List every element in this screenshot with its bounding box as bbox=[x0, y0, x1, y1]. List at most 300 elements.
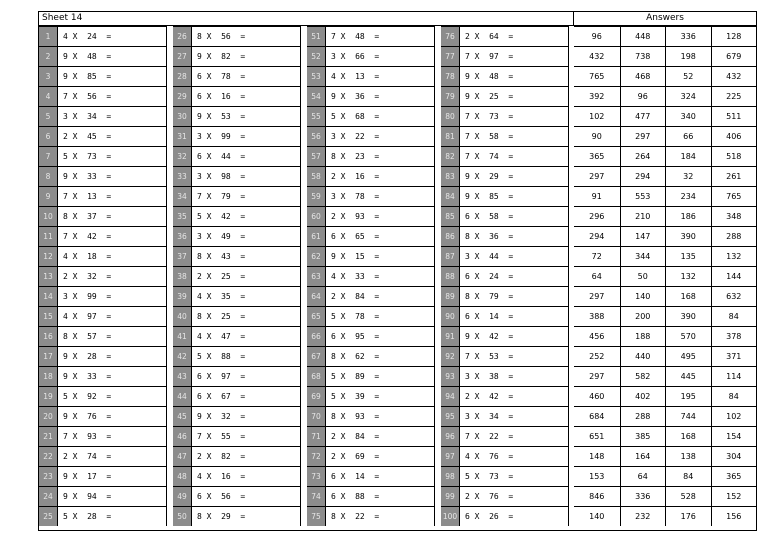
problem-row bbox=[307, 426, 435, 446]
problem-expression: 4 X 24 = bbox=[57, 27, 167, 46]
problem-row bbox=[307, 486, 435, 506]
problem-number: 34 bbox=[173, 187, 191, 206]
answer-cell: 96 bbox=[591, 32, 602, 41]
problems-grid bbox=[38, 26, 574, 531]
problem-expression: 3 X 99 = bbox=[191, 127, 301, 146]
problem-expression: 8 X 22 = bbox=[325, 507, 435, 526]
answer-cell: 553 bbox=[620, 187, 666, 206]
answer-cell: 72 bbox=[591, 252, 602, 261]
problem-expression: 6 X 95 = bbox=[325, 327, 435, 346]
answer-row bbox=[574, 186, 756, 206]
problem-number: 10 bbox=[39, 207, 57, 226]
problem-expression: 9 X 48 = bbox=[459, 67, 569, 86]
problem-number: 67 bbox=[307, 347, 325, 366]
answer-cell: 456 bbox=[589, 332, 605, 341]
problem-expression: 7 X 53 = bbox=[459, 347, 569, 366]
answer-cell: 477 bbox=[620, 107, 666, 126]
problem-expression: 3 X 34 = bbox=[459, 407, 569, 426]
answer-cell: 406 bbox=[711, 127, 757, 146]
problem-expression: 5 X 68 = bbox=[325, 107, 435, 126]
problem-number: 38 bbox=[173, 267, 191, 286]
answer-cell: 132 bbox=[711, 247, 757, 266]
answer-row bbox=[574, 206, 756, 226]
problem-row bbox=[173, 106, 301, 126]
problem-row bbox=[441, 226, 569, 246]
problem-number: 35 bbox=[173, 207, 191, 226]
answer-cell: 198 bbox=[665, 47, 711, 66]
problem-row bbox=[441, 206, 569, 226]
problem-number: 59 bbox=[307, 187, 325, 206]
problem-number: 91 bbox=[441, 327, 459, 346]
problem-number: 79 bbox=[441, 87, 459, 106]
problem-number: 44 bbox=[173, 387, 191, 406]
problem-row bbox=[441, 146, 569, 166]
problem-number: 8 bbox=[39, 167, 57, 186]
problem-number: 94 bbox=[441, 387, 459, 406]
problem-row bbox=[39, 126, 167, 146]
problem-expression: 6 X 67 = bbox=[191, 387, 301, 406]
problem-row bbox=[441, 106, 569, 126]
answer-cell: 288 bbox=[620, 407, 666, 426]
problem-row bbox=[307, 106, 435, 126]
problem-expression: 3 X 99 = bbox=[57, 287, 167, 306]
problem-expression: 2 X 64 = bbox=[459, 27, 569, 46]
problem-number: 90 bbox=[441, 307, 459, 326]
problem-number: 70 bbox=[307, 407, 325, 426]
problem-expression: 6 X 44 = bbox=[191, 147, 301, 166]
problem-number: 81 bbox=[441, 127, 459, 146]
problem-row bbox=[39, 506, 167, 526]
problem-number: 85 bbox=[441, 207, 459, 226]
problem-row bbox=[307, 246, 435, 266]
problem-row bbox=[173, 26, 301, 46]
answer-cell: 84 bbox=[665, 467, 711, 486]
problem-expression: 8 X 25 = bbox=[191, 307, 301, 326]
problem-row bbox=[173, 446, 301, 466]
problem-expression: 7 X 13 = bbox=[57, 187, 167, 206]
problem-row bbox=[441, 126, 569, 146]
answer-row bbox=[574, 346, 756, 366]
problem-expression: 9 X 48 = bbox=[57, 47, 167, 66]
problem-expression: 3 X 66 = bbox=[325, 47, 435, 66]
problem-number: 60 bbox=[307, 207, 325, 226]
problem-row bbox=[173, 246, 301, 266]
problem-expression: 4 X 35 = bbox=[191, 287, 301, 306]
problem-row bbox=[441, 86, 569, 106]
problem-expression: 6 X 56 = bbox=[191, 487, 301, 506]
problem-row bbox=[39, 406, 167, 426]
problem-row bbox=[173, 466, 301, 486]
problem-row bbox=[441, 326, 569, 346]
problem-expression: 9 X 94 = bbox=[57, 487, 167, 506]
problem-expression: 7 X 79 = bbox=[191, 187, 301, 206]
problem-number: 71 bbox=[307, 427, 325, 446]
answer-cell: 468 bbox=[620, 67, 666, 86]
problem-number: 92 bbox=[441, 347, 459, 366]
problem-number: 3 bbox=[39, 67, 57, 86]
answer-cell: 297 bbox=[589, 372, 605, 381]
problem-expression: 9 X 17 = bbox=[57, 467, 167, 486]
problem-row bbox=[307, 466, 435, 486]
problem-number: 68 bbox=[307, 367, 325, 386]
answer-cell: 184 bbox=[665, 147, 711, 166]
problem-row bbox=[173, 126, 301, 146]
problem-row bbox=[441, 366, 569, 386]
answer-cell: 195 bbox=[665, 387, 711, 406]
problem-expression: 7 X 74 = bbox=[459, 147, 569, 166]
problem-expression: 5 X 73 = bbox=[57, 147, 167, 166]
problem-number: 4 bbox=[39, 87, 57, 106]
answer-row bbox=[574, 466, 756, 486]
problem-number: 58 bbox=[307, 167, 325, 186]
problem-expression: 7 X 73 = bbox=[459, 107, 569, 126]
problem-row bbox=[173, 46, 301, 66]
answer-cell: 168 bbox=[665, 287, 711, 306]
answer-cell: 135 bbox=[665, 247, 711, 266]
problem-number: 37 bbox=[173, 247, 191, 266]
answer-cell: 495 bbox=[665, 347, 711, 366]
answer-cell: 64 bbox=[620, 467, 666, 486]
problem-row bbox=[39, 326, 167, 346]
problem-row bbox=[307, 206, 435, 226]
problem-number: 7 bbox=[39, 147, 57, 166]
answer-cell: 324 bbox=[665, 87, 711, 106]
answer-cell: 140 bbox=[589, 512, 605, 521]
problem-expression: 4 X 76 = bbox=[459, 447, 569, 466]
problem-expression: 4 X 13 = bbox=[325, 67, 435, 86]
answer-cell: 148 bbox=[589, 452, 605, 461]
problem-row bbox=[441, 386, 569, 406]
answer-cell: 528 bbox=[665, 487, 711, 506]
problem-expression: 2 X 76 = bbox=[459, 487, 569, 506]
problem-number: 66 bbox=[307, 327, 325, 346]
problem-expression: 6 X 26 = bbox=[459, 507, 569, 526]
problem-number: 95 bbox=[441, 407, 459, 426]
problem-number: 39 bbox=[173, 287, 191, 306]
answer-cell: 176 bbox=[665, 507, 711, 526]
problem-expression: 7 X 97 = bbox=[459, 47, 569, 66]
problem-row bbox=[307, 26, 435, 46]
problem-row bbox=[39, 366, 167, 386]
problem-expression: 5 X 88 = bbox=[191, 347, 301, 366]
answer-cell: 390 bbox=[665, 307, 711, 326]
problem-number: 87 bbox=[441, 247, 459, 266]
problem-row bbox=[173, 86, 301, 106]
problem-number: 26 bbox=[173, 27, 191, 46]
answer-cell: 132 bbox=[665, 267, 711, 286]
problem-number: 54 bbox=[307, 87, 325, 106]
answer-cell: 294 bbox=[620, 167, 666, 186]
problem-row bbox=[307, 286, 435, 306]
answer-cell: 765 bbox=[589, 72, 605, 81]
answer-cell: 252 bbox=[589, 352, 605, 361]
answer-cell: 140 bbox=[620, 287, 666, 306]
problem-expression: 6 X 14 = bbox=[459, 307, 569, 326]
answer-row bbox=[574, 46, 756, 66]
problem-number: 17 bbox=[39, 347, 57, 366]
answer-cell: 440 bbox=[620, 347, 666, 366]
problem-number: 29 bbox=[173, 87, 191, 106]
problem-row bbox=[307, 146, 435, 166]
problem-row bbox=[441, 26, 569, 46]
answer-cell: 679 bbox=[711, 47, 757, 66]
problem-expression: 9 X 85 = bbox=[57, 67, 167, 86]
problem-number: 27 bbox=[173, 47, 191, 66]
problem-expression: 8 X 93 = bbox=[325, 407, 435, 426]
problem-expression: 2 X 69 = bbox=[325, 447, 435, 466]
problem-expression: 7 X 55 = bbox=[191, 427, 301, 446]
problem-number: 41 bbox=[173, 327, 191, 346]
problem-number: 46 bbox=[173, 427, 191, 446]
problem-number: 31 bbox=[173, 127, 191, 146]
problem-row bbox=[441, 186, 569, 206]
answer-cell: 336 bbox=[665, 27, 711, 46]
problem-row bbox=[173, 186, 301, 206]
problem-number: 83 bbox=[441, 167, 459, 186]
problem-number: 15 bbox=[39, 307, 57, 326]
problem-number: 48 bbox=[173, 467, 191, 486]
answer-row bbox=[574, 326, 756, 346]
problem-row bbox=[39, 306, 167, 326]
problem-expression: 2 X 84 = bbox=[325, 287, 435, 306]
problem-number: 40 bbox=[173, 307, 191, 326]
answer-cell: 152 bbox=[711, 487, 757, 506]
problem-row bbox=[441, 246, 569, 266]
problem-expression: 3 X 38 = bbox=[459, 367, 569, 386]
problem-row bbox=[441, 486, 569, 506]
problem-expression: 2 X 82 = bbox=[191, 447, 301, 466]
answer-cell: 84 bbox=[711, 307, 757, 326]
problem-row bbox=[39, 86, 167, 106]
problem-row bbox=[173, 426, 301, 446]
problem-expression: 6 X 88 = bbox=[325, 487, 435, 506]
problem-expression: 2 X 42 = bbox=[459, 387, 569, 406]
answer-cell: 164 bbox=[620, 447, 666, 466]
answer-cell: 90 bbox=[591, 132, 602, 141]
problem-number: 61 bbox=[307, 227, 325, 246]
problem-number: 22 bbox=[39, 447, 57, 466]
problem-row bbox=[173, 306, 301, 326]
problem-row bbox=[307, 386, 435, 406]
answer-cell: 445 bbox=[665, 367, 711, 386]
problem-number: 32 bbox=[173, 147, 191, 166]
answer-cell: 264 bbox=[620, 147, 666, 166]
problem-row bbox=[307, 46, 435, 66]
answer-cell: 336 bbox=[620, 487, 666, 506]
answer-row bbox=[574, 306, 756, 326]
problem-row bbox=[173, 366, 301, 386]
answer-cell: 168 bbox=[665, 427, 711, 446]
problem-number: 51 bbox=[307, 27, 325, 46]
problem-number: 75 bbox=[307, 507, 325, 526]
problem-row bbox=[173, 66, 301, 86]
problem-row bbox=[441, 466, 569, 486]
answer-cell: 154 bbox=[711, 427, 757, 446]
answer-cell: 102 bbox=[589, 112, 605, 121]
problem-row bbox=[307, 266, 435, 286]
answer-row bbox=[574, 146, 756, 166]
problem-expression: 9 X 28 = bbox=[57, 347, 167, 366]
answer-cell: 225 bbox=[711, 87, 757, 106]
answer-row bbox=[574, 406, 756, 426]
answer-row bbox=[574, 66, 756, 86]
answer-row bbox=[574, 126, 756, 146]
answer-cell: 138 bbox=[665, 447, 711, 466]
answer-cell: 261 bbox=[711, 167, 757, 186]
problem-expression: 6 X 65 = bbox=[325, 227, 435, 246]
problem-row bbox=[307, 306, 435, 326]
answer-cell: 294 bbox=[589, 232, 605, 241]
problem-row bbox=[39, 486, 167, 506]
problem-number: 63 bbox=[307, 267, 325, 286]
answer-cell: 66 bbox=[665, 127, 711, 146]
problem-expression: 7 X 48 = bbox=[325, 27, 435, 46]
answer-cell: 385 bbox=[620, 427, 666, 446]
problem-expression: 6 X 14 = bbox=[325, 467, 435, 486]
answer-cell: 114 bbox=[711, 367, 757, 386]
problem-expression: 9 X 76 = bbox=[57, 407, 167, 426]
problem-expression: 6 X 78 = bbox=[191, 67, 301, 86]
problem-number: 42 bbox=[173, 347, 191, 366]
problem-expression: 9 X 36 = bbox=[325, 87, 435, 106]
problem-expression: 4 X 18 = bbox=[57, 247, 167, 266]
sheet-title: Sheet 14 bbox=[38, 11, 574, 26]
answer-cell: 738 bbox=[620, 47, 666, 66]
answer-row bbox=[574, 86, 756, 106]
problem-expression: 7 X 56 = bbox=[57, 87, 167, 106]
answer-cell: 91 bbox=[591, 192, 602, 201]
problem-expression: 3 X 22 = bbox=[325, 127, 435, 146]
problem-number: 74 bbox=[307, 487, 325, 506]
problem-expression: 8 X 62 = bbox=[325, 347, 435, 366]
answer-cell: 632 bbox=[711, 287, 757, 306]
answer-cell: 390 bbox=[665, 227, 711, 246]
problem-row bbox=[307, 406, 435, 426]
problem-expression: 9 X 29 = bbox=[459, 167, 569, 186]
problem-row bbox=[173, 226, 301, 246]
problem-number: 2 bbox=[39, 47, 57, 66]
problem-number: 18 bbox=[39, 367, 57, 386]
problem-number: 82 bbox=[441, 147, 459, 166]
problem-number: 96 bbox=[441, 427, 459, 446]
problem-expression: 9 X 25 = bbox=[459, 87, 569, 106]
answer-cell: 234 bbox=[665, 187, 711, 206]
answer-row bbox=[574, 26, 756, 46]
problem-row bbox=[39, 106, 167, 126]
answer-cell: 156 bbox=[711, 507, 757, 526]
answer-cell: 232 bbox=[620, 507, 666, 526]
problem-expression: 2 X 74 = bbox=[57, 447, 167, 466]
answer-cell: 297 bbox=[589, 172, 605, 181]
problem-number: 24 bbox=[39, 487, 57, 506]
problem-row bbox=[173, 146, 301, 166]
problem-expression: 5 X 78 = bbox=[325, 307, 435, 326]
problem-row bbox=[307, 446, 435, 466]
problem-row bbox=[39, 26, 167, 46]
problem-row bbox=[441, 426, 569, 446]
problem-row bbox=[307, 126, 435, 146]
answer-cell: 147 bbox=[620, 227, 666, 246]
problem-expression: 9 X 53 = bbox=[191, 107, 301, 126]
problem-number: 72 bbox=[307, 447, 325, 466]
answer-cell: 32 bbox=[665, 167, 711, 186]
problem-row bbox=[39, 386, 167, 406]
problem-row bbox=[307, 366, 435, 386]
problem-row bbox=[173, 206, 301, 226]
problem-expression: 5 X 92 = bbox=[57, 387, 167, 406]
problem-number: 80 bbox=[441, 107, 459, 126]
problem-number: 14 bbox=[39, 287, 57, 306]
problem-expression: 8 X 57 = bbox=[57, 327, 167, 346]
problem-row bbox=[441, 286, 569, 306]
answer-cell: 371 bbox=[711, 347, 757, 366]
answer-row bbox=[574, 286, 756, 306]
problem-row bbox=[441, 446, 569, 466]
problem-number: 53 bbox=[307, 67, 325, 86]
answer-cell: 432 bbox=[589, 52, 605, 61]
problem-number: 99 bbox=[441, 487, 459, 506]
problem-row bbox=[39, 266, 167, 286]
problem-number: 73 bbox=[307, 467, 325, 486]
answer-cell: 651 bbox=[589, 432, 605, 441]
problem-number: 86 bbox=[441, 227, 459, 246]
problem-number: 25 bbox=[39, 507, 57, 526]
answer-cell: 365 bbox=[589, 152, 605, 161]
answer-cell: 460 bbox=[589, 392, 605, 401]
answer-row bbox=[574, 386, 756, 406]
problem-number: 76 bbox=[441, 27, 459, 46]
answer-cell: 200 bbox=[620, 307, 666, 326]
problem-number: 69 bbox=[307, 387, 325, 406]
problem-expression: 9 X 32 = bbox=[191, 407, 301, 426]
answer-cell: 744 bbox=[665, 407, 711, 426]
answer-cell: 570 bbox=[665, 327, 711, 346]
answer-cell: 144 bbox=[711, 267, 757, 286]
problem-row bbox=[441, 506, 569, 526]
problem-expression: 3 X 49 = bbox=[191, 227, 301, 246]
problem-column bbox=[173, 26, 301, 530]
problem-expression: 3 X 44 = bbox=[459, 247, 569, 266]
problem-number: 43 bbox=[173, 367, 191, 386]
answer-row bbox=[574, 266, 756, 286]
problem-number: 16 bbox=[39, 327, 57, 346]
problem-number: 50 bbox=[173, 507, 191, 526]
answer-cell: 378 bbox=[711, 327, 757, 346]
problem-number: 93 bbox=[441, 367, 459, 386]
answer-cell: 340 bbox=[665, 107, 711, 126]
answer-cell: 186 bbox=[665, 207, 711, 226]
problem-number: 33 bbox=[173, 167, 191, 186]
answer-cell: 297 bbox=[620, 127, 666, 146]
problem-column bbox=[307, 26, 435, 530]
answer-cell: 297 bbox=[589, 292, 605, 301]
problem-number: 9 bbox=[39, 187, 57, 206]
answer-cell: 128 bbox=[711, 27, 757, 46]
answer-cell: 210 bbox=[620, 207, 666, 226]
problem-row bbox=[173, 506, 301, 526]
problem-row bbox=[441, 266, 569, 286]
answer-cell: 288 bbox=[711, 227, 757, 246]
answer-cell: 448 bbox=[620, 27, 666, 46]
problem-row bbox=[39, 46, 167, 66]
problem-expression: 3 X 78 = bbox=[325, 187, 435, 206]
problem-expression: 5 X 28 = bbox=[57, 507, 167, 526]
problem-row bbox=[441, 406, 569, 426]
answer-cell: 52 bbox=[665, 67, 711, 86]
answer-cell: 84 bbox=[711, 387, 757, 406]
answer-row bbox=[574, 486, 756, 506]
problem-number: 100 bbox=[441, 507, 459, 526]
